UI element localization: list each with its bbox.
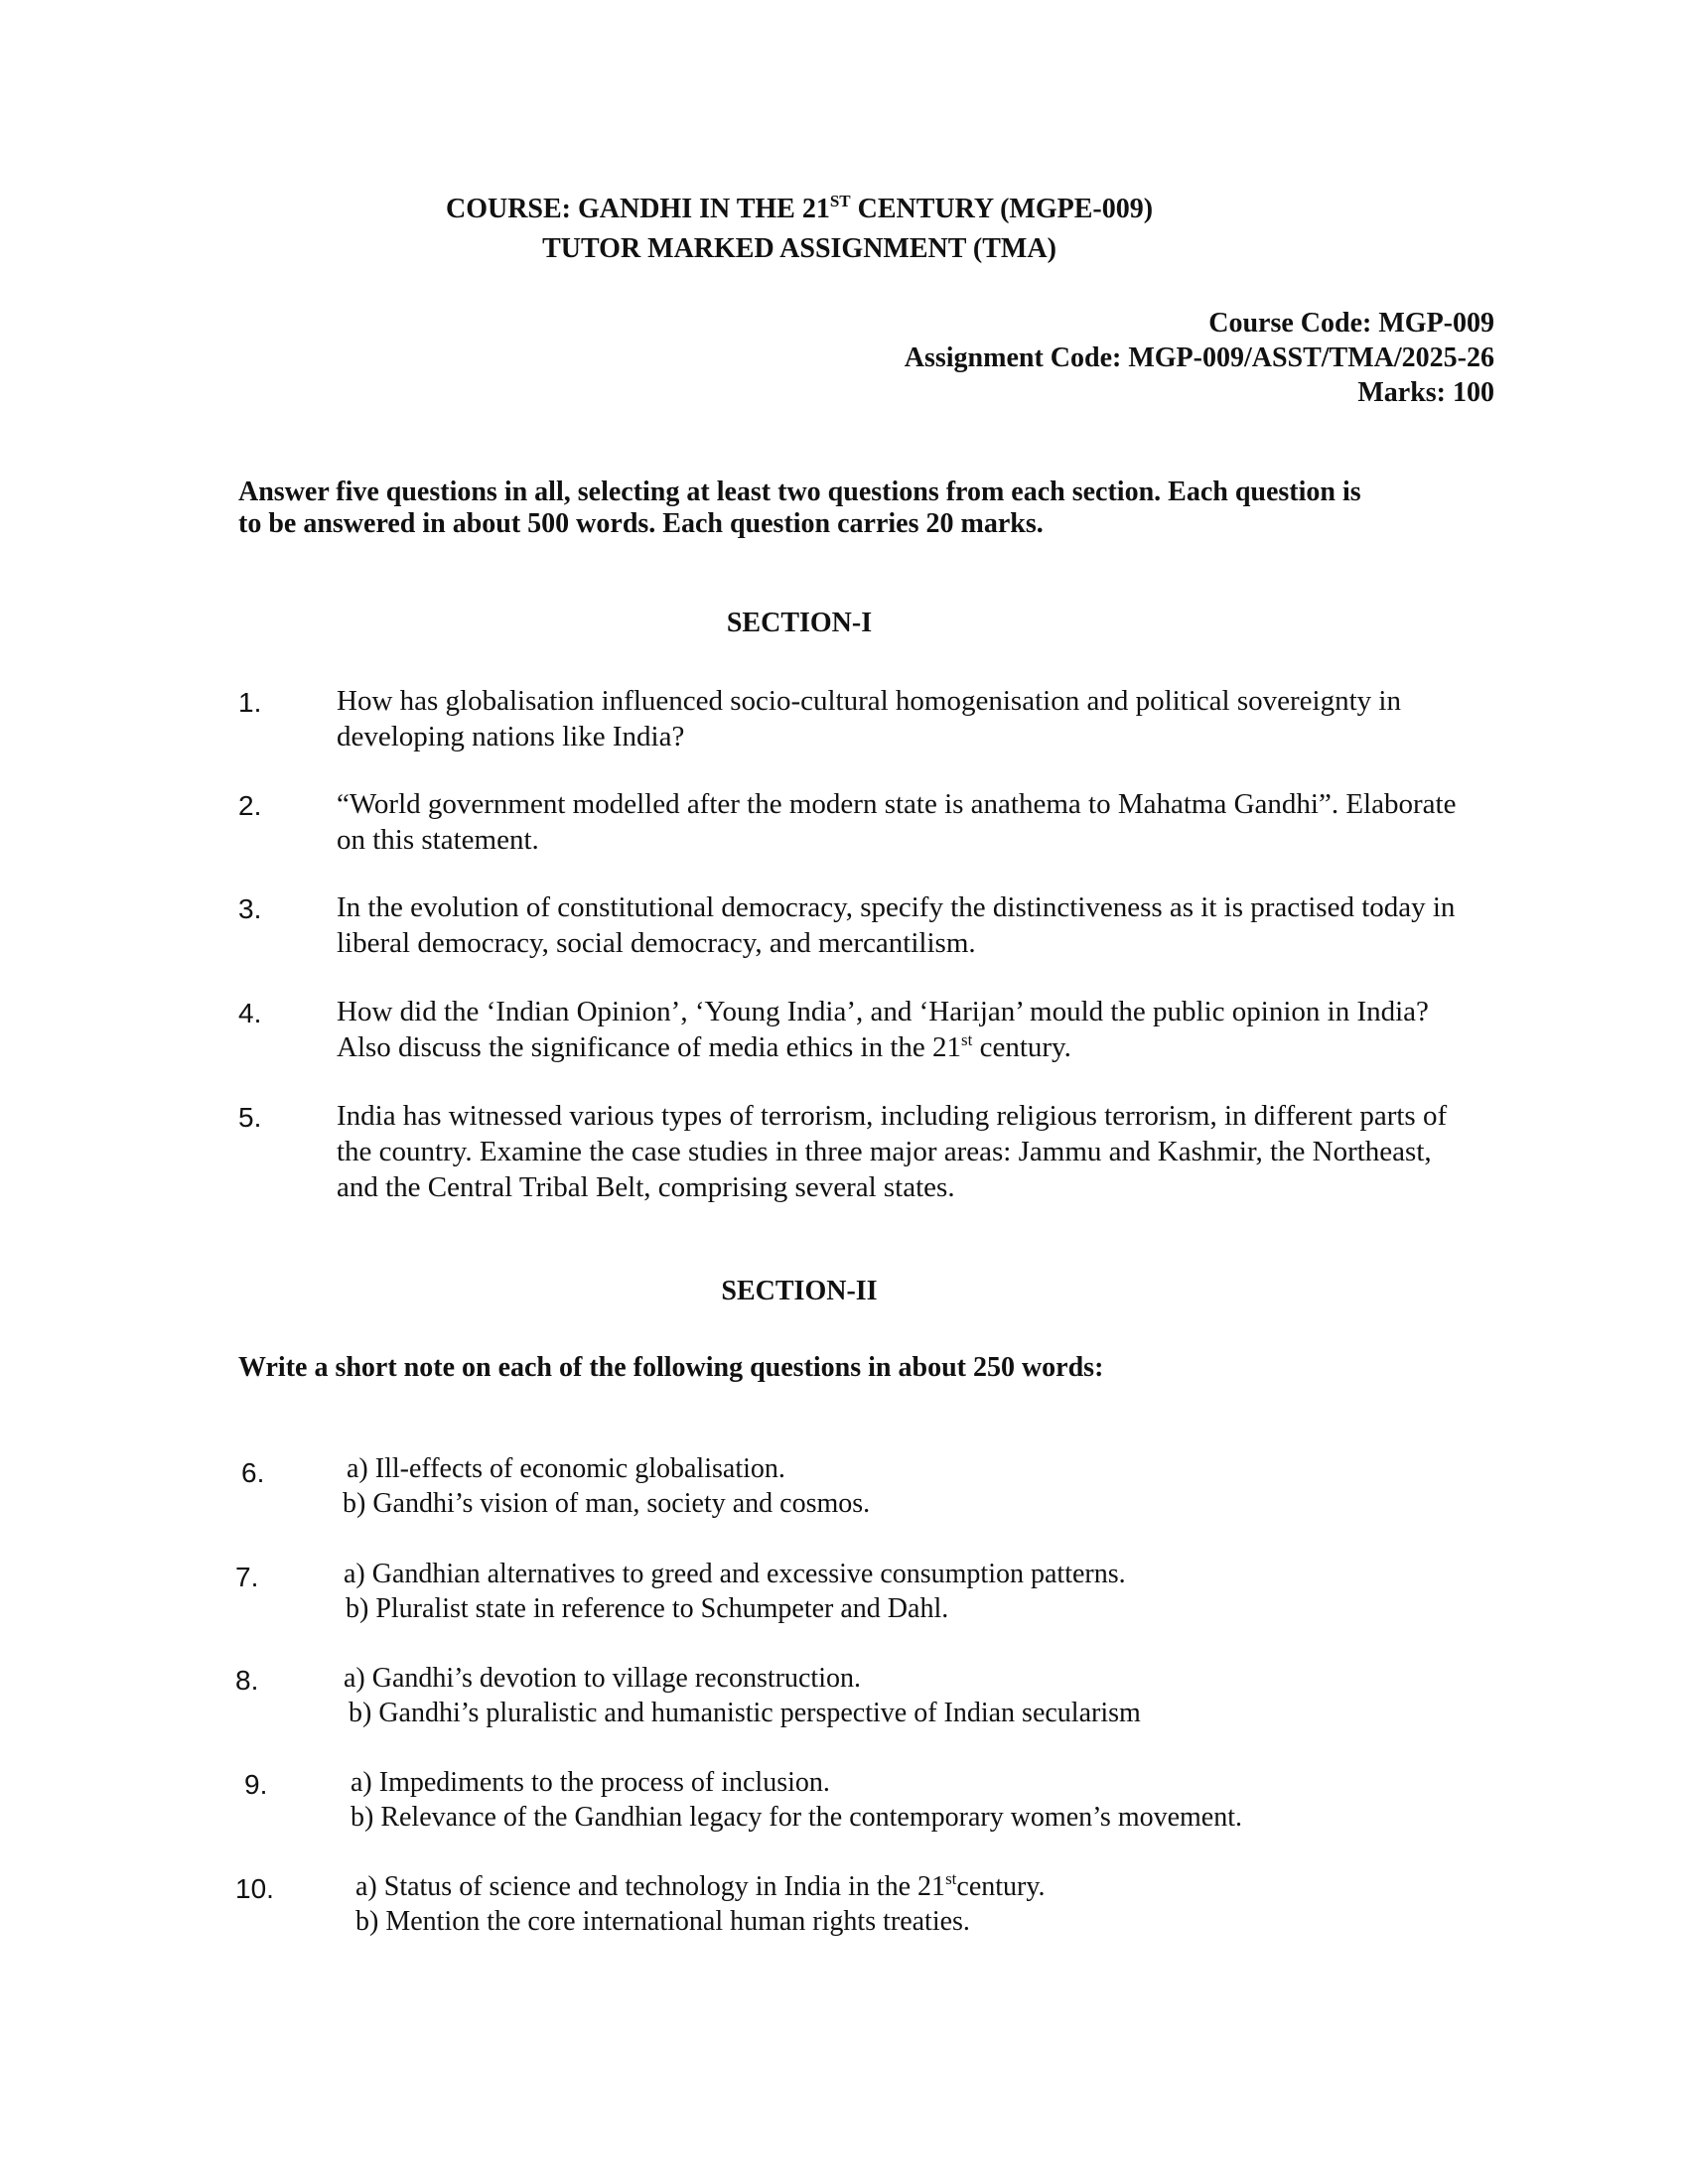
question-2-text: “World government modelled after the modern state is anathema to Mahatma Gandhi”. Elaborate on this statement. [337,788,1457,856]
section-2-title: SECTION-II [721,1276,878,1306]
course-code: Course Code: MGP-009 [1208,308,1494,339]
question-10-number: 10. [235,1873,274,1904]
question-4-number: 4. [238,998,262,1028]
section-2-instruction: Write a short note on each of the following questions in about 250 words: [238,1352,1104,1383]
question-10-part-a: a) Status of science and technology in India in the 21stcentury. [355,1869,1046,1902]
section-1-title: SECTION-I [726,608,873,638]
question-7-part-a: a) Gandhian alternatives to greed and excessive consumption patterns. [344,1559,1126,1589]
question-1-text: How has globalisation influenced socio-cultural homogenisation and political sovereignty in developing nations like India? [337,685,1401,752]
question-3-number: 3. [238,893,262,924]
question-6-part-b: b) Gandhi’s vision of man, society and cosmos. [343,1488,871,1519]
question-7-number: 7. [235,1562,259,1592]
marks: Marks: 100 [1357,377,1494,408]
tma-title: TUTOR MARKED ASSIGNMENT (TMA) [542,233,1056,264]
question-1-number: 1. [238,687,262,718]
question-2-number: 2. [238,790,262,821]
assignment-code: Assignment Code: MGP-009/ASST/TMA/2025-26 [904,342,1494,373]
course-title: COURSE: GANDHI IN THE 21ST CENTURY (MGPE-009) [445,192,1154,224]
question-5-text: India has witnessed various types of terrorism, including religious terrorism, in different parts of the country. Examine the case studies in three major areas: Jammu and Kashmir, the Northeast, and the Central Tribal Belt, comprising several states. [337,1100,1448,1203]
question-3-text: In the evolution of constitutional democracy, specify the distinctiveness as it is practised today in liberal democracy, social democracy, and mercantilism. [337,891,1456,959]
question-4-text: How did the ‘Indian Opinion’, ‘Young India’, and ‘Harijan’ mould the public opinion in India? Also discuss the significance of media ethics in the 21st century. [337,996,1429,1063]
question-9-number: 9. [244,1769,268,1800]
question-9-part-a: a) Impediments to the process of inclusion. [351,1767,830,1798]
question-10-part-b: b) Mention the core international human rights treaties. [355,1906,970,1937]
question-9-part-b: b) Relevance of the Gandhian legacy for the contemporary women’s movement. [351,1802,1243,1833]
general-instructions: Answer five questions in all, selecting at least two questions from each section. Each question is to be answered in about 500 words. Each question carries 20 marks. [238,477,1361,539]
question-8-number: 8. [235,1665,259,1696]
question-8-part-b: b) Gandhi’s pluralistic and humanistic perspective of Indian secularism [349,1698,1141,1728]
question-6-part-a: a) Ill-effects of economic globalisation. [347,1453,785,1484]
question-8-part-a: a) Gandhi’s devotion to village reconstruction. [344,1663,861,1694]
question-6-number: 6. [241,1457,265,1488]
question-5-number: 5. [238,1102,262,1133]
question-7-part-b: b) Pluralist state in reference to Schumpeter and Dahl. [346,1593,949,1624]
